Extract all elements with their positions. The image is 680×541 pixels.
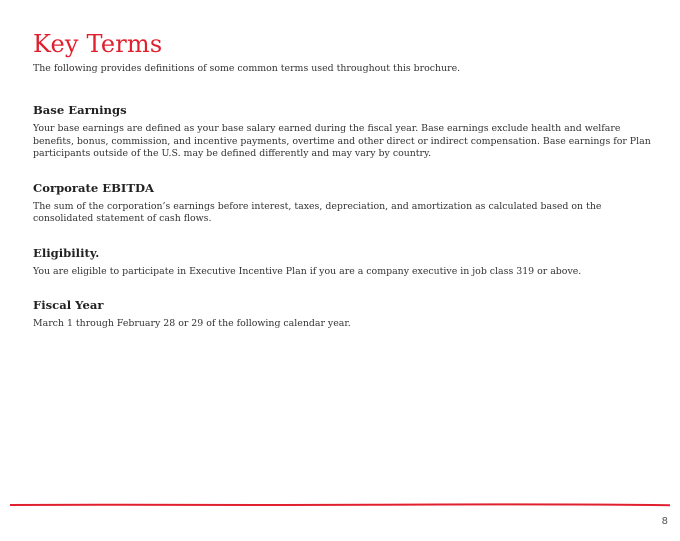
term-fiscal-year [33,296,653,331]
term-heading: Eligibility. [33,245,100,260]
term-definition: Your base earnings are defined as your base salary earned during the fiscal year. Base earnings exclude health and welfare benefits, bonus, commission, and incentive payments, overtime and other direct or indirect compensation. Base earnings for Plan participants outside of the U.S. may be defined differently and may vary by country. [33,123,651,159]
intro-paragraph: The following provides definitions of some common terms used throughout this brochure. [33,63,461,74]
term-definition: You are eligible to participate in Executive Incentive Plan if you are a company executive in job class 319 or above. [33,265,582,277]
term-heading: Fiscal Year [33,298,104,312]
term-heading: Base Earnings [33,103,127,117]
footer-divider-stroke [10,504,670,505]
page-number: 8 [661,516,668,527]
footer-divider [10,501,670,509]
term-corporate-ebitda [33,179,653,226]
term-definition: The sum of the corporation’s earnings before interest, taxes, depreciation, and amortization as calculated based on the consolidated statement of cash flows. [33,200,602,224]
term-base-earnings [33,101,653,161]
term-heading: Corporate EBITDA [33,180,155,195]
terms-list [33,101,653,349]
page-title: Key Terms [33,30,163,58]
term-definition: March 1 through February 28 or 29 of the following calendar year. [33,318,351,329]
term-eligibility [33,244,653,279]
